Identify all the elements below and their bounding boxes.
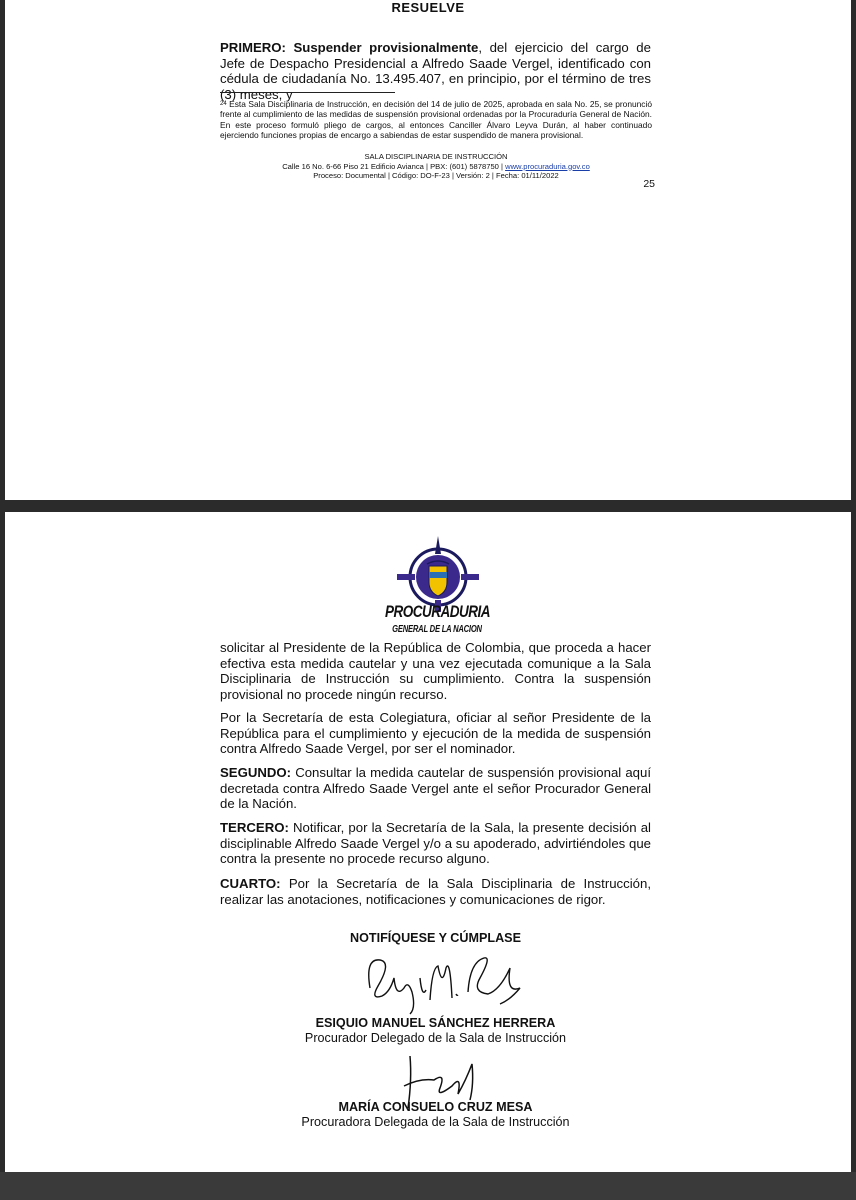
- tercero-label: TERCERO:: [220, 820, 289, 835]
- primero-paragraph: [220, 40, 651, 102]
- segundo-text: Consultar la medida cautelar de suspensión provisional aquí decretada contra Alfredo Saade Vergel ante el señor Procurador General de la Nación.: [220, 765, 651, 812]
- cuarto-label: CUARTO:: [220, 876, 281, 891]
- logo-wordmark: PROCURADURIA: [385, 602, 490, 621]
- footer-office: SALA DISCIPLINARIA DE INSTRUCCIÓN: [364, 152, 508, 161]
- footer-address: Calle 16 No. 6-66 Piso 21 Edificio Avianca | PBX: (601) 5878750 | www.procuraduria.gov.co: [282, 161, 590, 171]
- signer-1-title: Procurador Delegado de la Sala de Instrucción: [304, 1031, 567, 1045]
- logo-shield-band: [429, 572, 447, 578]
- primero-label: PRIMERO:: [220, 40, 286, 55]
- page-number: 25: [643, 178, 655, 190]
- footnote-24: [220, 99, 652, 141]
- logo-shield: [429, 566, 447, 596]
- primero-emphasis: Suspender provisionalmente: [293, 40, 479, 55]
- page-footer: [220, 152, 652, 181]
- footnote-separator: [220, 92, 395, 93]
- resuelve-heading: RESUELVE: [391, 0, 465, 15]
- primero-text: , del ejercicio del cargo de Jefe de Despacho Presidencial a Alfredo Saade Vergel, identificado con cédula de ciudadanía No. 13.495.407, en principio, por el término de tres (3) meses, y: [220, 40, 651, 102]
- logo-arm-right: [461, 574, 479, 580]
- secretaria-paragraph: Por la Secretaría de esta Colegiatura, oficiar al señor Presidente de la República para el cumplimiento y ejecución de la medida de suspensión contra Alfredo Saade Vergel, por ser el nominador.: [220, 710, 651, 757]
- logo-arm-left: [397, 574, 415, 580]
- footer-process: Proceso: Documental | Código: DO-F-23 | Versión: 2 | Fecha: 01/11/2022: [313, 171, 559, 181]
- segundo-label: SEGUNDO:: [220, 765, 292, 780]
- signer-2-name: MARÍA CONSUELO CRUZ MESA: [338, 1100, 533, 1114]
- tercero-text: Notificar, por la Secretaría de la Sala, la presente decisión al disciplinable Alfredo Saade Vergel y/o a su apoderado, advirtiéndoles que contra la presente no procede recurso alguno.: [220, 820, 651, 867]
- cuarto-paragraph: [220, 876, 651, 907]
- cuarto-text: Por la Secretaría de la Sala Disciplinaria de Instrucción, realizar las anotaciones, notificaciones y comunicaciones de rigor.: [220, 876, 651, 907]
- document-page-26: [5, 512, 851, 1172]
- signer-1-name: ESIQUIO MANUEL SÁNCHEZ HERRERA: [315, 1016, 556, 1030]
- continuation-paragraph: solicitar al Presidente de la República de Colombia, que proceda a hacer efectiva esta medida cautelar y una vez ejecutada comunique a la Sala Disciplinaria de Instrucción su cumplimiento. Contra la suspensión provisional no procede ningún recurso.: [220, 640, 651, 702]
- footer-website-link[interactable]: www.procuraduria.gov.co: [505, 161, 590, 171]
- tercero-paragraph: [220, 820, 651, 867]
- document-page-25: [5, 0, 851, 500]
- signature-1: [360, 948, 530, 1018]
- closing-formula: NOTIFÍQUESE Y CÚMPLASE: [350, 931, 521, 945]
- logo-subtitle: GENERAL DE LA NACION: [392, 622, 482, 635]
- viewer-bottom-bar: [0, 1172, 856, 1200]
- logo-spike-top: [435, 536, 441, 554]
- footnote-number: 24: [220, 101, 227, 107]
- footnote-text: Esta Sala Disciplinaria de Instrucción, en decisión del 14 de julio de 2025, aprobada en sala No. 25, se pronunció frente al cumplimiento de las medidas de suspensión provisional ordenadas por la Procuraduría General de Nación. En este proceso formuló pliego de cargos, al entonces Canciller Álvaro Leyva Durán, al haber continuado ejerciendo funciones propias de encargo a sabiendas de estar suspendido de manera provisional.: [220, 99, 653, 141]
- segundo-paragraph: [220, 765, 651, 812]
- signer-2-title: Procuradora Delegada de la Sala de Instrucción: [301, 1115, 570, 1129]
